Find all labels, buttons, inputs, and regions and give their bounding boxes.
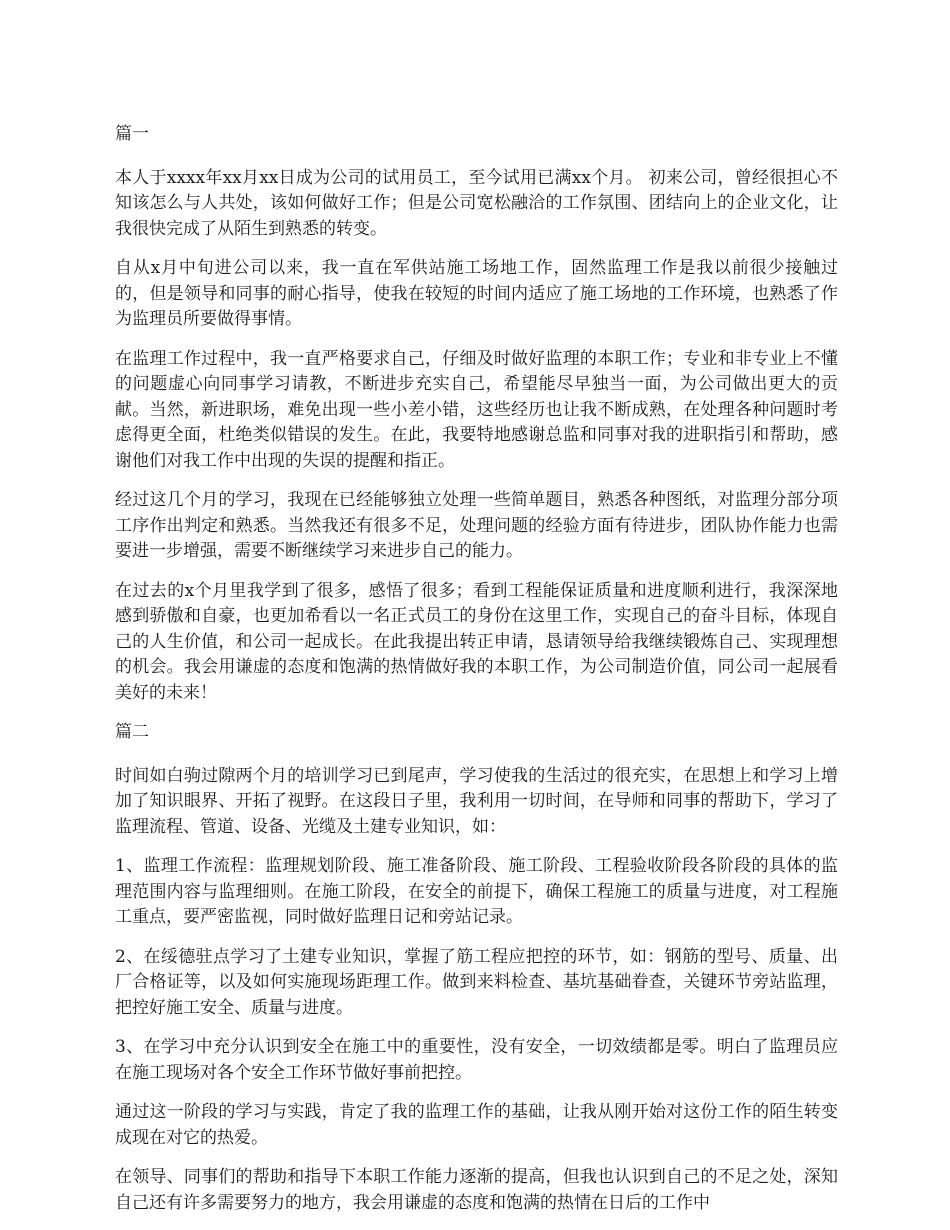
- section2-paragraph-5: 通过这一阶段的学习与实践，肯定了我的监理工作的基础，让我从刚开始对这份工作的陌生转变成现在对它的热爱。: [115, 1102, 838, 1148]
- section1-paragraph-2: 自从x月中旬进公司以来，我一直在军供站施工场地工作，固然监理工作是我以前很少接触过的，但是领导和同事的耐心指导，使我在较短的时间内适应了施工场地的工作环境，也熟悉了作为监理员所要做得事情。: [115, 258, 838, 329]
- section2-paragraph-3: 2、在绥德驻点学习了土建专业知识，掌握了筋工程应把控的环节，如：钢筋的型号、质量、出厂合格证等，以及如何实施现场距理工作。做到来料检查、基坑基础眷查，关键环节旁站监理，把控好施工安全、质量与进度。: [115, 946, 838, 1018]
- section2-paragraph-1: 时间如白驹过隙两个月的培训学习已到尾声，学习使我的生活过的很充实，在思想上和学习上增加了知识眼界、开拓了视野。在这段日子里，我利用一切时间，在导师和同事的帮助下，学习了监理流程、管道、设备、光缆及土建专业知识，如：: [115, 765, 838, 837]
- section1-paragraph-4: 经过这几个月的学习，我现在已经能够独立处理一些简单题目，熟悉各种图纸，对监理分部分项工序作出判定和熟悉。当然我还有很多不足，处理问题的经验方面有待进步，团队协作能力也需要进一步增强，需要不断继续学习来进步自己的能力。: [115, 490, 838, 561]
- section-heading-1: 篇一: [115, 124, 149, 144]
- section1-paragraph-5: 在过去的x个月里我学到了很多，感悟了很多；看到工程能保证质量和进度顺利进行，我深深地感到骄傲和自豪，也更加希看以一名正式员工的身份在这里工作，实现自己的奋斗目标，体现自己的人生价值，和公司一起成长。在此我提出转正申请，恳请领导给我继续锻炼自己、实现理想的机会。我会用谦虚的态度和饱满的热情做好我的本职工作，为公司制造价值，同公司一起展看美好的未来！: [115, 580, 838, 703]
- section2-paragraph-6: 在领导、同事们的帮助和指导下本职工作能力逐渐的提高，但我也认识到自己的不足之处，深知自己还有许多需要努力的地方，我会用谦虚的态度和饱满的热情在日后的工作中: [115, 1167, 838, 1213]
- section2-paragraph-2: 1、监理工作流程：监理规划阶段、施工准备阶段、施工阶段、工程验收阶段各阶段的具体的监理范围内容与监理细则。在施工阶段，在安全的前提下，确保工程施工的质量与进度，对工程施工重点，要严密监视，同时做好监理日记和旁站记录。: [115, 856, 838, 927]
- section2-paragraph-4: 3、在学习中充分认识到安全在施工中的重要性，没有安全，一切效绩都是零。明白了监理员应在施工现场对各个安全工作环节做好事前把控。: [115, 1037, 838, 1083]
- section-heading-2: 篇二: [115, 722, 149, 742]
- section1-paragraph-3: 在监理工作过程中，我一直严格要求自己，仔细及时做好监理的本职工作；专业和非专业上不懂的问题虚心向同事学习请教，不断进步充实自己，希望能尽早独当一面，为公司做出更大的贡献。当然，新进职场，难免出现一些小差小错，这些经历也让我不断成熟，在处理各种问题时考虑得更全面，杜绝类似错误的发生。在此，我要特地感谢总监和同事对我的进职指引和帮助，感谢他们对我工作中出现的失误的提醒和指正。: [115, 348, 838, 471]
- section1-paragraph-1: 本人于xxxx年xx月xx日成为公司的试用员工，至今试用已满xx个月。 初来公司，曾经很担心不知该怎么与人共处，该如何做好工作；但是公司宽松融洽的工作氛围、团结向上的企业文化，让我很快完成了从陌生到熟悉的转变。: [115, 167, 838, 239]
